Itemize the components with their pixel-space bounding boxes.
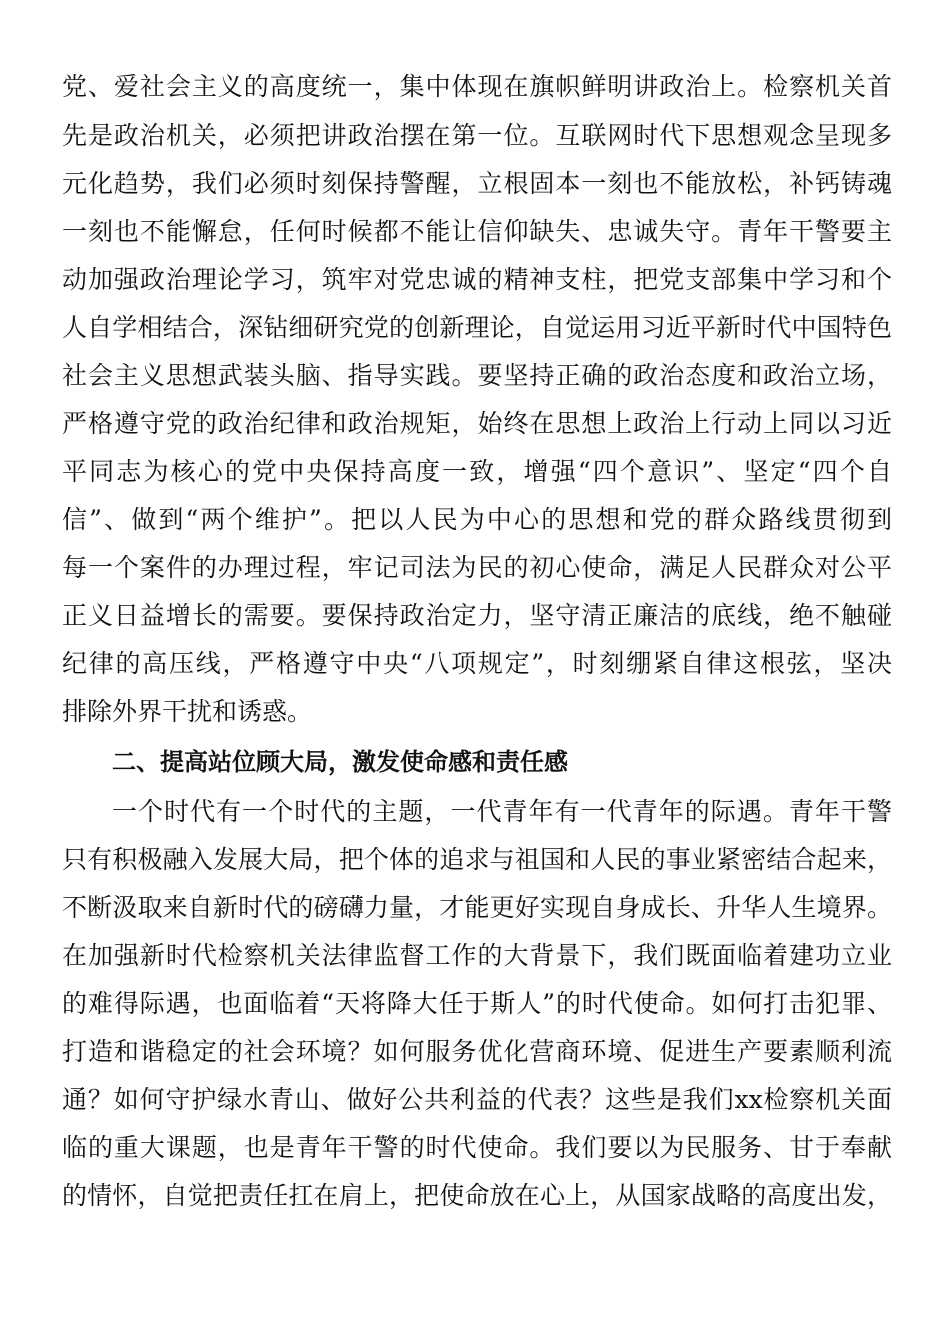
- paragraph-line: 排除外界干扰和诱惑。: [62, 697, 313, 726]
- paragraph-line: 平同志为核心的党中央保持高度一致，增强“四个意识”、坚定“四个自: [62, 457, 892, 486]
- paragraph-line: 在加强新时代检察机关法律监督工作的大背景下，我们既面临着建功立业: [62, 941, 892, 970]
- paragraph-line: 动加强政治理论学习，筑牢对党忠诚的精神支柱，把党支部集中学习和个: [62, 265, 892, 294]
- paragraph-line: 通？如何守护绿水青山、做好公共利益的代表？这些是我们xx检察机关面: [62, 1085, 892, 1114]
- paragraph-line: 一刻也不能懈怠，任何时候都不能让信仰缺失、忠诚失守。青年干警要主: [62, 217, 892, 246]
- paragraph-line: 临的重大课题，也是青年干警的时代使命。我们要以为民服务、甘于奉献: [62, 1133, 892, 1162]
- paragraph-line: 只有积极融入发展大局，把个体的追求与祖国和人民的事业紧密结合起来，: [62, 845, 892, 874]
- paragraph-line: 严格遵守党的政治纪律和政治规矩，始终在思想上政治上行动上同以习近: [62, 409, 892, 438]
- paragraph-line: 先是政治机关，必须把讲政治摆在第一位。互联网时代下思想观念呈现多: [62, 121, 892, 150]
- paragraph-line: 纪律的高压线，严格遵守中央“八项规定”，时刻绷紧自律这根弦，坚决: [62, 649, 892, 678]
- paragraph-line: 的情怀，自觉把责任扛在肩上，把使命放在心上，从国家战略的高度出发，: [62, 1181, 892, 1210]
- paragraph-line: 信”、做到“两个维护”。把以人民为中心的思想和党的群众路线贯彻到: [62, 505, 892, 534]
- paragraph-line: 每一个案件的办理过程，牢记司法为民的初心使命，满足人民群众对公平: [62, 553, 892, 582]
- paragraph-line: 不断汲取来自新时代的磅礴力量，才能更好实现自身成长、升华人生境界。: [62, 893, 892, 922]
- paragraph-line: 打造和谐稳定的社会环境？如何服务优化营商环境、促进生产要素顺利流: [62, 1037, 892, 1066]
- section-heading: 二、提高站位顾大局，激发使命感和责任感: [112, 748, 568, 776]
- paragraph-line: 社会主义思想武装头脑、指导实践。要坚持正确的政治态度和政治立场，: [62, 361, 892, 390]
- paragraph-line: 正义日益增长的需要。要保持政治定力，坚守清正廉洁的底线，绝不触碰: [62, 601, 892, 630]
- paragraph-line: 人自学相结合，深钻细研究党的创新理论，自觉运用习近平新时代中国特色: [62, 313, 892, 342]
- paragraph-line: 一个时代有一个时代的主题，一代青年有一代青年的际遇。青年干警: [112, 797, 892, 826]
- paragraph-line: 的难得际遇，也面临着“天将降大任于斯人”的时代使命。如何打击犯罪、: [62, 989, 892, 1018]
- paragraph-line: 党、爱社会主义的高度统一，集中体现在旗帜鲜明讲政治上。检察机关首: [62, 72, 892, 101]
- paragraph-line: 元化趋势，我们必须时刻保持警醒，立根固本一刻也不能放松，补钙铸魂: [62, 169, 892, 198]
